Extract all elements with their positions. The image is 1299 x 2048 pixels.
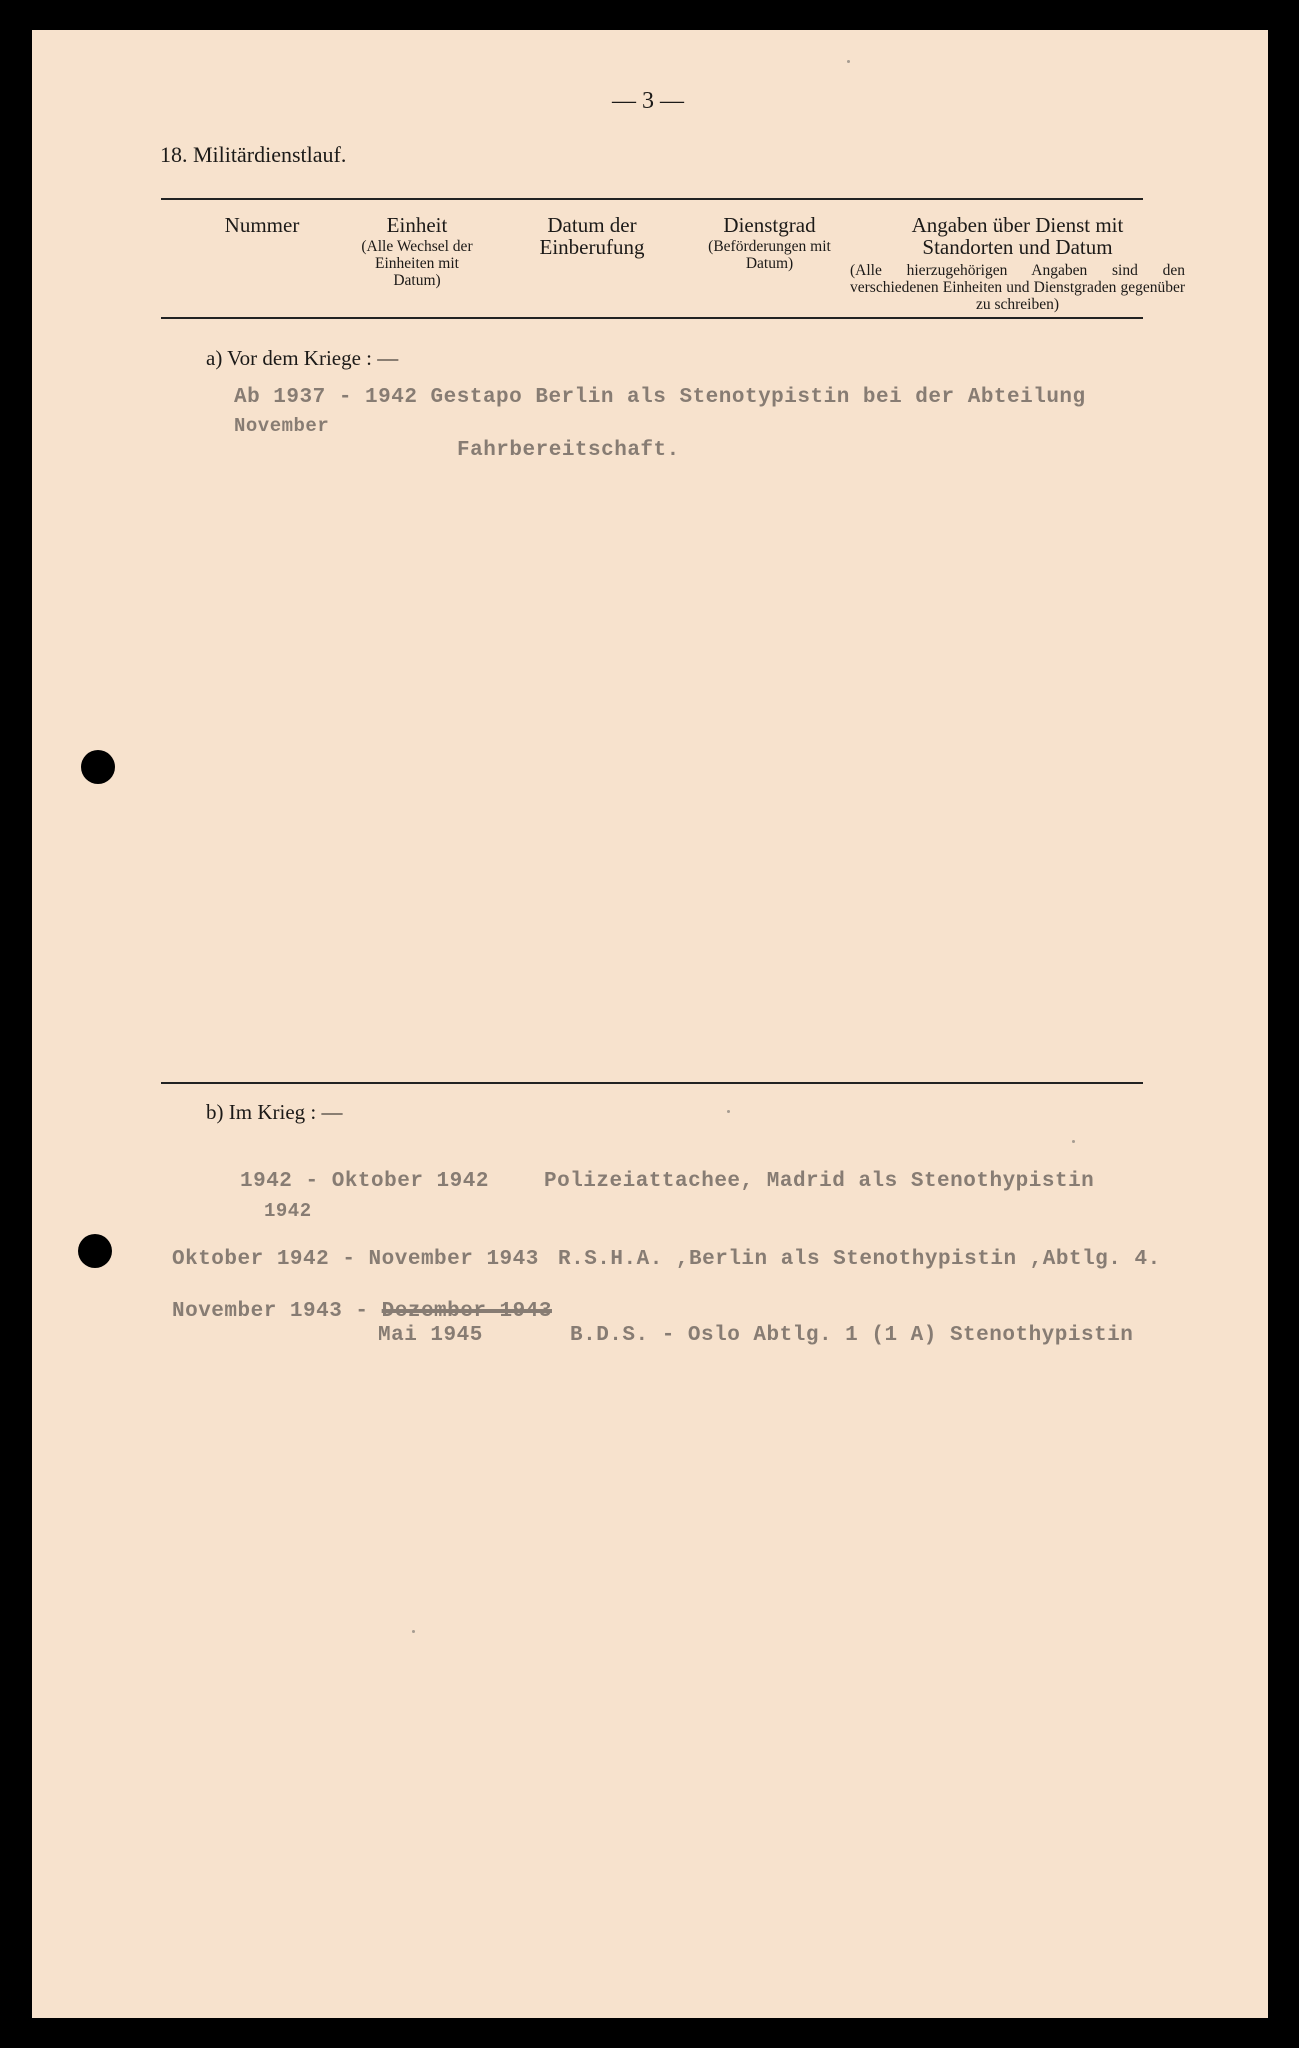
column-subtitle-angaben: (Alle hierzugehörigen Angaben sind den verschiedenen Einheiten und Dienstgraden gegenüber zu schreiben): [850, 262, 1185, 313]
section-a-heading: a) Vor dem Kriege : —: [206, 346, 399, 370]
entry-1-period: 1942 - Oktober 1942: [240, 1170, 489, 1193]
entry-3-period: November 1943 - Dezember 1943: [172, 1300, 552, 1323]
paper-speck: [412, 1630, 415, 1633]
paper-speck: [847, 60, 850, 63]
section-a-line-3: Fahrbereitschaft.: [457, 439, 680, 462]
page-number: — 3 —: [612, 88, 684, 114]
section-a-line-1: Ab 1937 - 1942 Gestapo Berlin als Stenotypistin bei der Abteilung: [234, 386, 1086, 409]
entry-2-period: Oktober 1942 - November 1943: [172, 1248, 539, 1271]
table-header-rule: [161, 317, 1143, 319]
table-top-rule: [161, 198, 1143, 200]
entry-1-details: Polizeiattachee, Madrid als Stenothypistin: [544, 1170, 1095, 1193]
document-page: [32, 30, 1268, 2018]
column-header-dienstgrad: Dienstgrad (Beförderungen mit Datum): [692, 214, 847, 272]
paper-speck: [727, 1110, 730, 1113]
column-header-angaben: Angaben über Dienst mit Standorten und Datum (Alle hierzugehörigen Angaben sind den verschiedenen Einheiten und Dienstgraden gegenüber zu schreiben): [850, 213, 1185, 313]
struck-date: Dezember 1943: [381, 1300, 552, 1323]
section-title: 18. Militärdienstlauf.: [160, 142, 347, 167]
column-subtitle-dienstgrad: (Beförderungen mit Datum): [708, 238, 831, 272]
paper-speck: [1072, 1140, 1075, 1143]
column-header-datum: Datum der Einberufung: [539, 213, 645, 259]
punch-hole-lower: [78, 1234, 112, 1268]
column-subtitle-einheit: (Alle Wechsel der Einheiten mit Datum): [361, 238, 473, 289]
column-header-einheit: Einheit (Alle Wechsel der Einheiten mit Datum): [337, 214, 497, 289]
section-b-heading: b) Im Krieg : —: [206, 1100, 343, 1124]
punch-hole-upper: [81, 750, 115, 784]
entry-3-period-line-2: Mai 1945: [378, 1324, 483, 1347]
section-divider-rule: [161, 1082, 1143, 1084]
section-a-line-2: November: [234, 415, 330, 437]
entry-1-period-line-2: 1942: [264, 1200, 312, 1222]
entry-3-details: B.D.S. - Oslo Abtlg. 1 (1 A) Stenothypistin: [570, 1324, 1134, 1347]
entry-2-details: R.S.H.A. ,Berlin als Stenothypistin ,Abtlg. 4.: [558, 1248, 1161, 1271]
column-header-nummer: Nummer: [224, 213, 300, 237]
